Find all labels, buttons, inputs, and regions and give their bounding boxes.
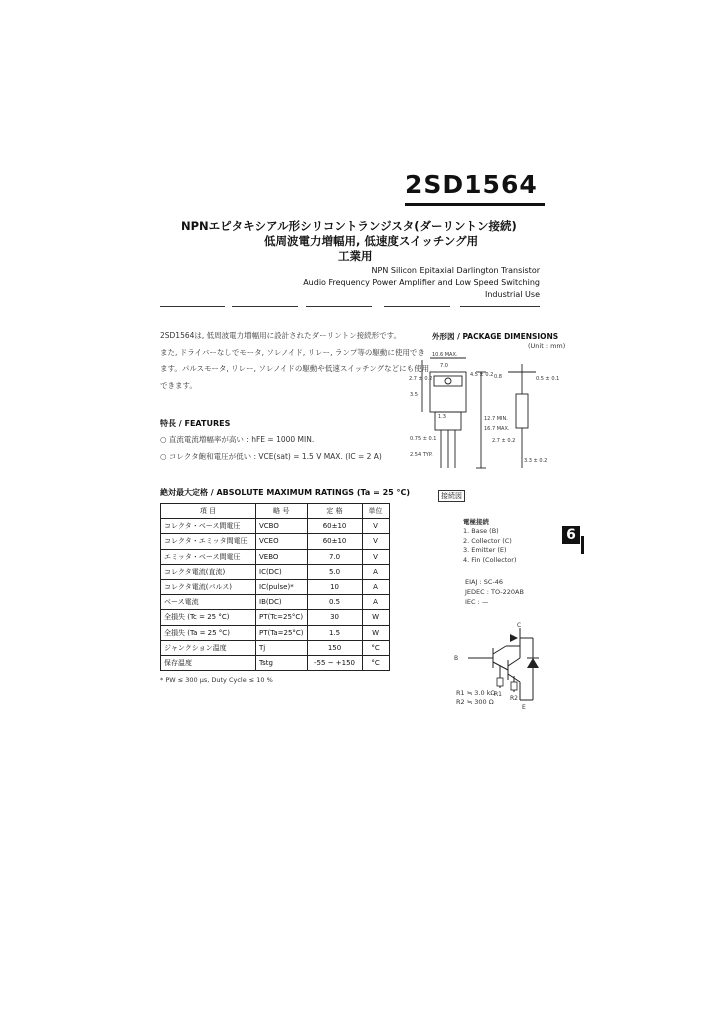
title-jp-1: NPNエピタキシアル形シリコントランジスタ(ダーリントン接続): [181, 219, 517, 233]
features-title: 特長 / FEATURES: [160, 419, 231, 428]
cell-item: コレクタ電流(直流): [161, 564, 256, 579]
cell-symbol: IB(DC): [256, 595, 308, 610]
title-jp-2: 低周波電力増幅用, 低速度スイッチング用: [264, 234, 479, 248]
cell-unit: W: [362, 610, 389, 625]
cell-rating: -55 ~ +150: [307, 655, 362, 670]
dim-label: 2.54 TYP.: [410, 452, 433, 458]
dim-label: 3.3 ± 0.2: [524, 458, 548, 464]
ratings-title: 絶対最大定格 / ABSOLUTE MAXIMUM RATINGS (Ta = 25 °C): [160, 488, 411, 497]
pin-item: 3. Emitter (E): [463, 546, 507, 554]
feature-item: ○ 直流電流増幅率が高い : hFE = 1000 MIN.: [160, 435, 315, 444]
table-row: [161, 640, 390, 655]
table-row: [161, 625, 390, 640]
cell-unit: V: [362, 549, 389, 564]
circuit-label-r2: R2: [510, 695, 518, 702]
description-line: また, ドライバーなしでモータ, ソレノイド, リレー, ランプ等の駆動に使用でき: [160, 347, 425, 357]
circuit-label-r1: R1: [494, 691, 502, 698]
page-tab: 6: [562, 526, 580, 544]
divider: [384, 306, 450, 307]
dim-label: 10.6 MAX.: [432, 352, 458, 358]
cell-rating: 30: [307, 610, 362, 625]
description-line: ます。パルスモータ, リレー, ソレノイドの駆動や低速スイッチングなどにも使用: [160, 364, 430, 373]
cell-rating: 10: [307, 579, 362, 594]
dim-label: 2.7 ± 0.2: [409, 376, 433, 382]
cell-item: ジャンクション温度: [161, 640, 256, 655]
cell-unit: V: [362, 534, 389, 549]
title-en-1: NPN Silicon Epitaxial Darlington Transistor: [371, 266, 540, 275]
circuit-label-collector: C: [517, 622, 522, 629]
resistor-value: R1 ≒ 3.0 kΩ: [456, 689, 496, 697]
table-row: [161, 579, 390, 594]
dim-label: 7.0: [440, 363, 448, 369]
part-number: 2SD1564: [405, 170, 538, 199]
dim-label: 1.3: [438, 414, 446, 420]
cell-symbol: VCEO: [256, 534, 308, 549]
ratings-table: [160, 503, 390, 671]
description-line: 2SD1564は, 低周波電力増幅用に設計されたダーリントン接続形です。: [160, 331, 402, 340]
pin-item: 2. Collector (C): [463, 536, 512, 545]
pin-list: [463, 518, 517, 565]
dim-label: 16.7 MAX.: [484, 426, 510, 432]
circuit-label-base: B: [454, 655, 459, 662]
standard-item: JEDEC : TO-220AB: [465, 588, 524, 596]
pin-title: 電極接続: [463, 518, 489, 526]
cell-item: 全損失 (Tc = 25 °C): [161, 610, 256, 625]
divider: [306, 306, 372, 307]
package-drawing: [408, 350, 578, 475]
cell-item: ベース電流: [161, 595, 256, 610]
cell-unit: W: [362, 625, 389, 640]
connection-label: 接続図: [438, 490, 465, 502]
cell-symbol: IC(DC): [256, 564, 308, 579]
header-unit: 単位: [362, 504, 389, 519]
cell-unit: °C: [362, 655, 389, 670]
table-row: [161, 519, 390, 534]
divider: [160, 306, 225, 307]
table-row: [161, 534, 390, 549]
dim-label: 0.5 ± 0.1: [536, 376, 560, 382]
cell-symbol: VCBO: [256, 519, 308, 534]
dim-label: 4.5 ± 0.2: [470, 372, 494, 378]
title-rule: [405, 203, 545, 206]
dim-label: 2.7 ± 0.2: [492, 438, 516, 444]
table-row: [161, 564, 390, 579]
cell-item: コレクタ・ベース間電圧: [161, 519, 256, 534]
divider: [232, 306, 298, 307]
cell-symbol: PT(Ta=25°C): [256, 625, 308, 640]
cell-rating: 60±10: [307, 519, 362, 534]
title-jp-3: 工業用: [338, 249, 373, 263]
cell-rating: 60±10: [307, 534, 362, 549]
circuit-label-emitter: E: [522, 704, 526, 710]
table-row: [161, 610, 390, 625]
dim-label: 0.75 ± 0.1: [410, 436, 437, 442]
header-symbol: 略 号: [256, 504, 308, 519]
cell-unit: V: [362, 519, 389, 534]
cell-symbol: IC(pulse)*: [256, 579, 308, 594]
cell-rating: 5.0: [307, 564, 362, 579]
divider: [460, 306, 540, 307]
cell-rating: 0.5: [307, 595, 362, 610]
dim-label: 12.7 MIN.: [484, 416, 508, 422]
cell-rating: 7.0: [307, 549, 362, 564]
circuit-values: [456, 689, 495, 707]
cell-unit: A: [362, 579, 389, 594]
cell-item: 全損失 (Ta = 25 °C): [161, 625, 256, 640]
cell-item: コレクタ・エミッタ間電圧: [161, 534, 256, 549]
package-unit: (Unit : mm): [528, 342, 566, 350]
cell-unit: °C: [362, 640, 389, 655]
ratings-table-wrap: [160, 503, 390, 684]
dim-label: 0.8: [494, 374, 502, 380]
cell-symbol: VEBO: [256, 549, 308, 564]
cell-item: コレクタ電流(パルス): [161, 579, 256, 594]
feature-item: ○ コレクタ飽和電圧が低い : VCE(sat) = 1.5 V MAX. (IC = 2 A): [160, 451, 382, 461]
cell-symbol: Tstg: [256, 655, 308, 670]
cell-symbol: Tj: [256, 640, 308, 655]
table-row: [161, 655, 390, 670]
page-tab-bar: [581, 536, 584, 554]
standard-item: EIAJ : SC-46: [465, 578, 503, 586]
dim-label: 3.5: [410, 392, 418, 398]
pin-item: 1. Base (B): [463, 527, 499, 535]
header-rating: 定 格: [307, 504, 362, 519]
description-line: できます。: [160, 380, 197, 390]
standard-item: IEC : —: [465, 598, 489, 606]
title-en-3: Industrial Use: [484, 290, 540, 299]
ratings-footnote: * PW ≤ 300 μs, Duty Cycle ≤ 10 %: [160, 676, 273, 685]
table-row: [161, 595, 390, 610]
cell-item: 保存温度: [161, 655, 256, 670]
table-header-row: [161, 504, 390, 519]
cell-rating: 150: [307, 640, 362, 655]
cell-item: エミッタ・ベース間電圧: [161, 549, 256, 564]
cell-unit: A: [362, 564, 389, 579]
cell-rating: 1.5: [307, 625, 362, 640]
header-item: 項 目: [161, 504, 256, 519]
title-en-2: Audio Frequency Power Amplifier and Low Speed Switching: [303, 278, 540, 287]
standards: [465, 577, 524, 607]
cell-symbol: PT(Tc=25°C): [256, 610, 308, 625]
pin-item: 4. Fin (Collector): [463, 555, 517, 564]
features-list: [160, 432, 382, 465]
table-row: [161, 549, 390, 564]
resistor-value: R2 ≒ 300 Ω: [456, 698, 494, 706]
cell-unit: A: [362, 595, 389, 610]
package-title: 外形図 / PACKAGE DIMENSIONS: [432, 332, 559, 341]
